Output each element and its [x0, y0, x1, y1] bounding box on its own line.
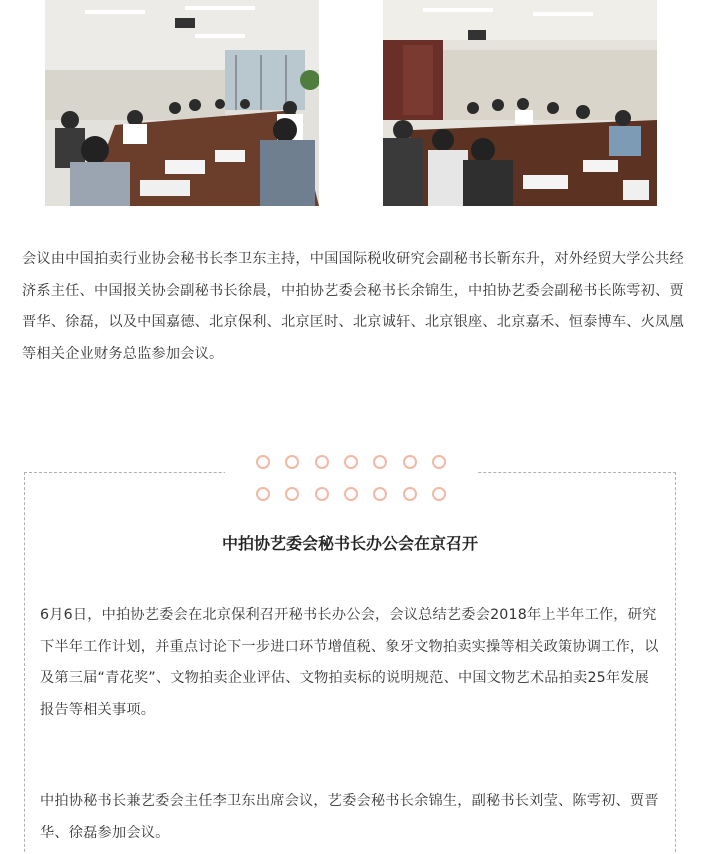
- circle-icon: [285, 487, 299, 501]
- circle-icon: [403, 487, 417, 501]
- circle-icon: [432, 455, 446, 469]
- card-top-gap: [225, 471, 477, 475]
- meeting-photo-right: [383, 0, 657, 206]
- circle-icon: [403, 455, 417, 469]
- circle-icon: [315, 487, 329, 501]
- circle-icon: [373, 487, 387, 501]
- section-paragraph: 中拍协秘书长兼艺委会主任李卫东出席会议，艺委会秘书长余锦生，副秘书长刘莹、陈雩初、贾晋华、徐磊参加会议。: [40, 793, 659, 841]
- decorative-dots-row: [256, 487, 446, 501]
- circle-icon: [432, 487, 446, 501]
- circle-icon: [373, 455, 387, 469]
- section-title: 中拍协艺委会秘书长办公会在京召开: [221, 534, 478, 553]
- circle-icon: [315, 455, 329, 469]
- circle-icon: [344, 487, 358, 501]
- intro-paragraph: 会议由中国拍卖行业协会秘书长李卫东主持，中国国际税收研究会副秘书长靳东升，对外经贸大学公共经济系主任、中国报关协会副秘书长徐晨，中拍协艺委会秘书长余锦生，中拍协艺委会副秘书长陈雩初、贾晋华、徐磊，以及中国嘉德、北京保利、北京匡时、北京诚轩、北京银座、北京嘉禾、恒泰博车、火凤凰等相关企业财务总监参加会议。: [22, 251, 684, 362]
- circle-icon: [344, 455, 358, 469]
- meeting-photo-left: [45, 0, 319, 206]
- circle-icon: [285, 455, 299, 469]
- circle-icon: [256, 455, 270, 469]
- decorative-dots-row: [256, 455, 446, 469]
- circle-icon: [256, 487, 270, 501]
- section-paragraph: 6月6日，中拍协艺委会在北京保利召开秘书长办公会，会议总结艺委会2018年上半年工作，研究下半年工作计划，并重点讨论下一步进口环节增值税、象牙文物拍卖实操等相关政策协调工作，以及第三届“青花奖”、文物拍卖企业评估、文物拍卖标的说明规范、中国文物艺术品拍卖25年发展报告等相关事项。: [40, 607, 659, 718]
